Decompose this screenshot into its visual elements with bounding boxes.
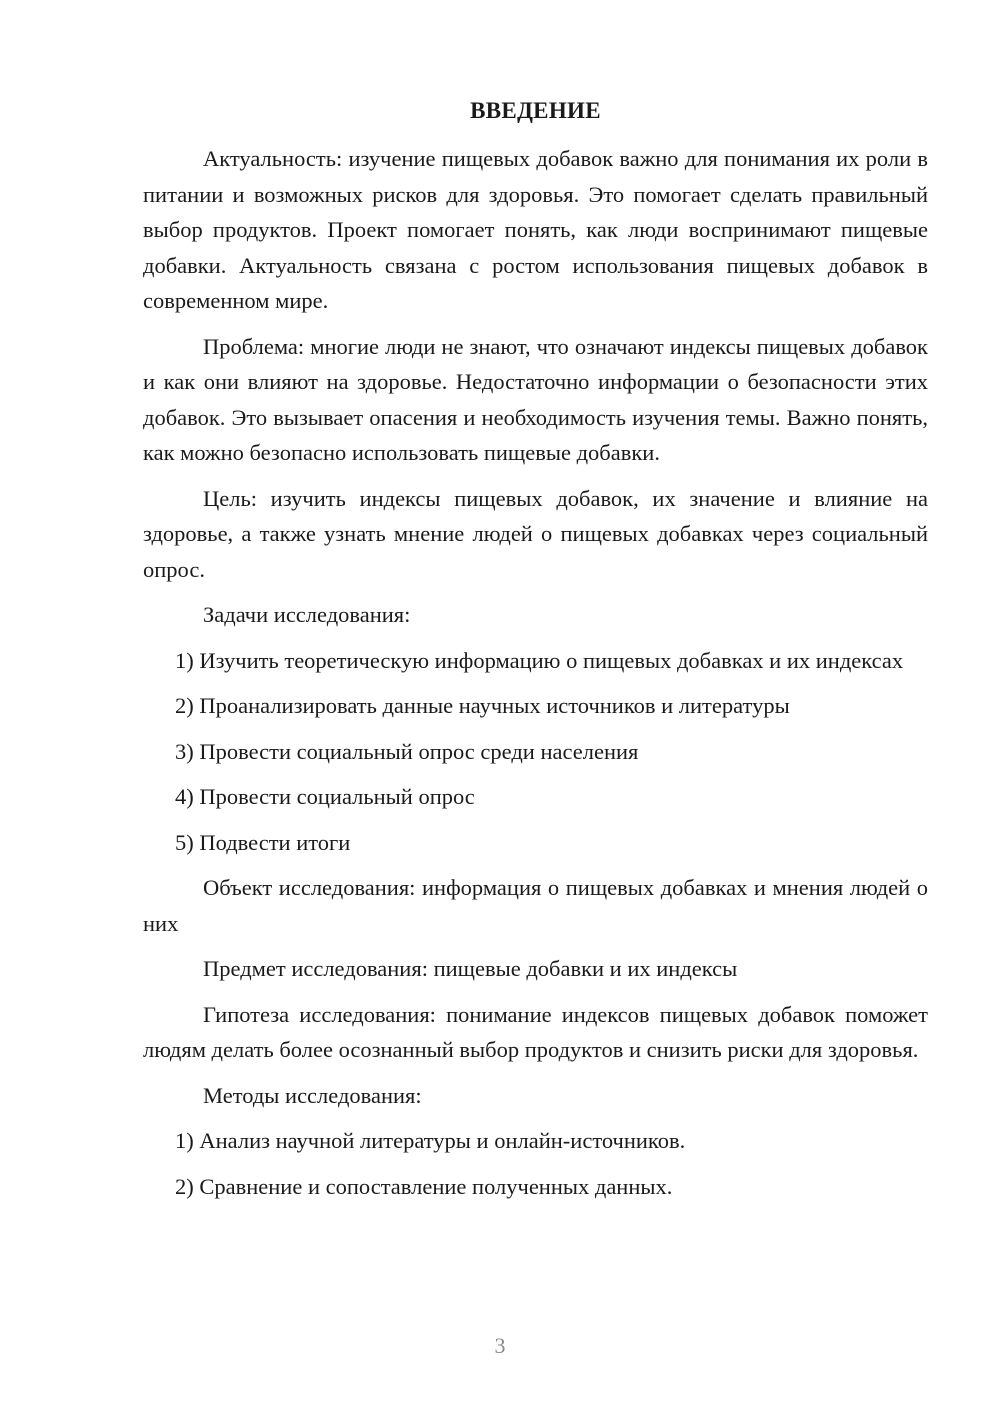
problem-paragraph: Проблема: многие люди не знают, что означают индексы пищевых добавок и как они влияют на здоровье. Недостаточно информации о безопасности этих добавок. Это вызывает опасения и необходимость изучения темы. Важно понять, как можно безопасно использовать пищевые добавки. bbox=[143, 333, 928, 465]
goal-paragraph: Цель: изучить индексы пищевых добавок, их значение и влияние на здоровье, а также узнать мнение людей о пищевых добавках через социальный опрос. bbox=[143, 485, 928, 582]
subject-paragraph: Предмет исследования: пищевые добавки и их индексы bbox=[203, 956, 738, 981]
method-item: 2) Сравнение и сопоставление полученных данных. bbox=[175, 1173, 673, 1199]
tasks-heading: Задачи исследования: bbox=[203, 602, 411, 627]
relevance-paragraph: Актуальность: изучение пищевых добавок важно для понимания их роли в питании и возможных рисков для здоровья. Это помогает сделать правильный выбор продуктов. Проект помогает понять, как люди воспринимают пищевые добавки. Актуальность связана с ростом использования пищевых добавок в современном мире. bbox=[143, 146, 928, 313]
task-item: 4) Провести социальный опрос bbox=[175, 784, 475, 809]
task-item: 3) Провести социальный опрос среди населения bbox=[175, 738, 639, 764]
method-item: 1) Анализ научной литературы и онлайн-источников. bbox=[175, 1128, 686, 1153]
task-item: 2) Проанализировать данные научных источников и литературы bbox=[175, 693, 790, 718]
document-page bbox=[143, 95, 928, 1214]
object-paragraph: Объект исследования: информация о пищевых добавках и мнения людей о них bbox=[143, 875, 928, 936]
task-item: 5) Подвести итоги bbox=[175, 829, 351, 855]
page-number: 3 bbox=[494, 1333, 506, 1358]
page-title: ВВЕДЕНИЕ bbox=[470, 98, 601, 123]
hypothesis-paragraph: Гипотеза исследования: понимание индексов пищевых добавок поможет людям делать более осознанный выбор продуктов и снизить риски для здоровья. bbox=[143, 1001, 928, 1062]
task-item: 1) Изучить теоретическую информацию о пищевых добавках и их индексах bbox=[175, 647, 904, 673]
methods-heading: Методы исследования: bbox=[203, 1082, 422, 1108]
